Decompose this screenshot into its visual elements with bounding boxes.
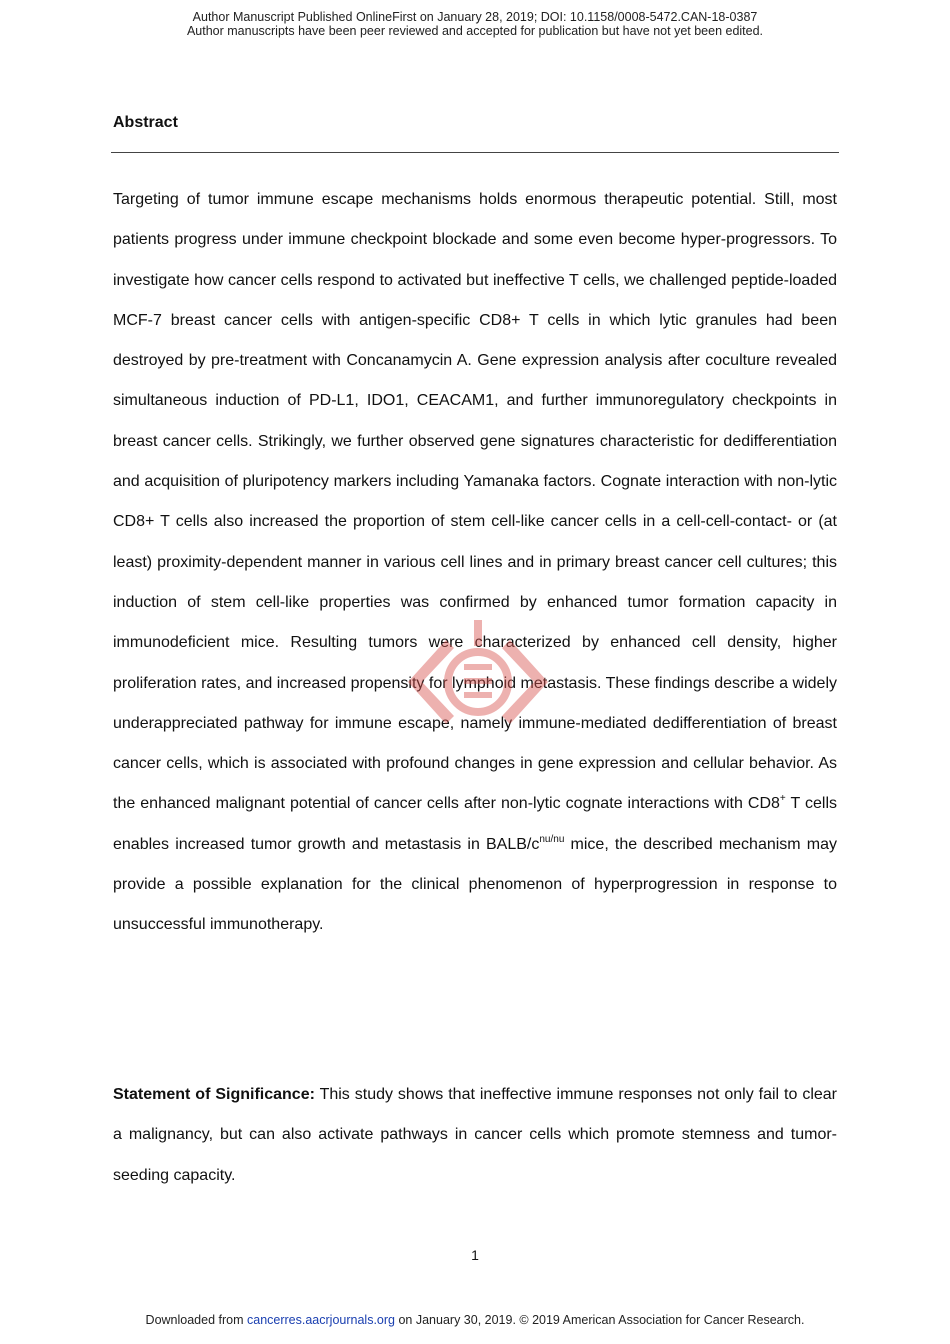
abstract-text-part-2: T cells enables increased tumor growth and metastasis in BALB/c: [113, 795, 838, 853]
manuscript-header: [0, 10, 950, 38]
download-footer: [0, 1313, 950, 1327]
footer-prefix: Downloaded from: [145, 1313, 247, 1327]
significance-text: This study shows that ineffective immune responses not only fail to clear a malignancy, but can also activate pathways in cancer cells which promote stemness and tumor-seeding capacity.: [113, 1086, 838, 1184]
abstract-heading: Abstract: [113, 114, 178, 131]
header-line-2: Author manuscripts have been peer reviewed and accepted for publication but have not yet been edited.: [186, 24, 764, 38]
page-number: 1: [471, 1247, 479, 1263]
section-divider: [111, 152, 839, 153]
header-line-1: Author Manuscript Published OnlineFirst on January 28, 2019; DOI: 10.1158/0008-5472.CAN-18-0387: [192, 10, 758, 24]
abstract-text-part-1: Targeting of tumor immune escape mechanisms holds enormous therapeutic potential. Still, most patients progress under immune checkpoint blockade and some even become hyper-progressors. To investigate how cancer cells respond to activated but ineffective T cells, we challenged peptide-loaded MCF-7 breast cancer cells with antigen-specific CD8+ T cells in which lytic granules had been destroyed by pre-treatment with Concanamycin A. Gene expression analysis after coculture revealed simultaneous induction of PD-L1, IDO1, CEACAM1, and further immunoregulatory checkpoints in breast cancer cells. Strikingly, we further observed gene signatures characteristic for dedifferentiation and acquisition of pluripotency markers including Yamanaka factors. Cognate interaction with non-lytic CD8+ T cells also increased the proportion of stem cell-like cancer cells in a cell-cell-contact- or (at least) proximity-dependent manner in various cell lines and in primary breast cancer cell cultures; this induction of stem cell-like properties was confirmed by enhanced tumor formation capacity in immunodeficient mice. Resulting tumors were characterized by enhanced cell density, higher proliferation rates, and increased propensity for lymphoid metastasis. These findings describe a widely underappreciated pathway for immune escape, namely immune-mediated dedifferentiation of breast cancer cells, which is associated with profound changes in gene expression and cellular behavior. As the enhanced malignant potential of cancer cells after non-lytic cognate interactions with CD8: [113, 191, 837, 813]
abstract-text-part-3: mice, the described mechanism may provide a possible explanation for the clinical phenomenon of hyperprogression in response to unsuccessful immunotherapy.: [113, 835, 838, 934]
abstract-text: [113, 180, 837, 946]
significance-label: Statement of Significance:: [113, 1086, 315, 1103]
statement-of-significance: [113, 1075, 837, 1196]
superscript-nu-nu: nu/nu: [539, 833, 565, 845]
footer-suffix: on January 30, 2019. © 2019 American Association for Cancer Research.: [395, 1313, 805, 1327]
superscript-plus: +: [779, 793, 786, 805]
journal-link[interactable]: cancerres.aacrjournals.org: [247, 1313, 395, 1327]
